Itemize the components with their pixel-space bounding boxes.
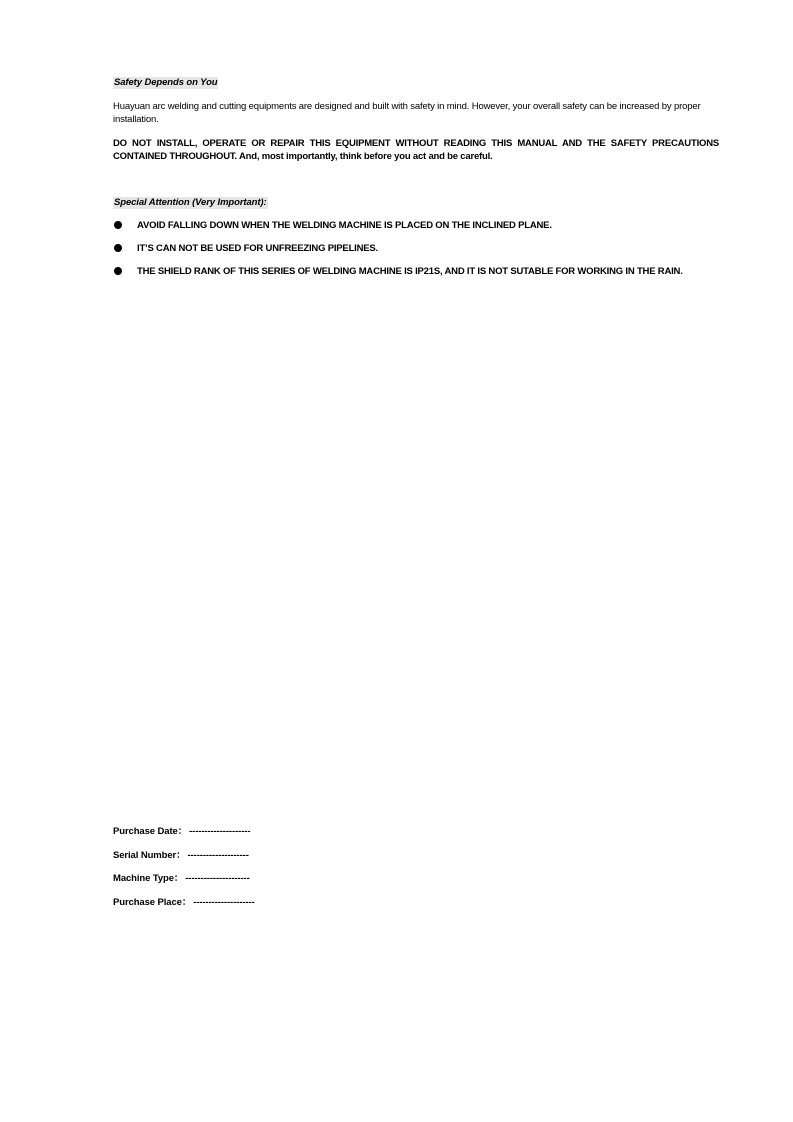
list-item-text: THE SHIELD RANK OF THIS SERIES OF WELDING MACHINE IS IP21S, AND IT IS NOT SUTABLE FOR WORKING IN THE RAIN. xyxy=(137,266,683,277)
purchase-date-row xyxy=(113,825,255,849)
special-attention-list xyxy=(113,219,713,288)
list-item xyxy=(113,242,713,255)
purchase-place-row xyxy=(113,896,255,920)
serial-number-blank: -------------------- xyxy=(187,849,249,861)
safety-heading: Safety Depends on You xyxy=(114,77,218,88)
special-attention-heading: Special Attention (Very Important): xyxy=(114,197,267,208)
purchase-place-label: Purchase Place： xyxy=(113,896,192,908)
machine-type-blank: --------------------- xyxy=(185,873,250,884)
safety-intro-paragraph: Huayuan arc welding and cutting equipments are designed and built with safety in mind. However, your overall safety can be increased by proper installation. xyxy=(113,101,701,125)
serial-number-row xyxy=(113,849,255,873)
machine-type-row xyxy=(113,872,255,896)
bullet-icon xyxy=(114,267,122,275)
purchase-date-label: Purchase Date： xyxy=(113,826,188,837)
list-item xyxy=(113,265,713,278)
list-item-text: IT’S CAN NOT BE USED FOR UNFREEZING PIPELINES. xyxy=(137,243,378,254)
bullet-icon xyxy=(114,221,122,229)
list-item xyxy=(113,219,713,232)
purchase-record-form xyxy=(113,825,255,919)
purchase-place-blank: -------------------- xyxy=(193,896,255,908)
list-item-text: AVOID FALLING DOWN WHEN THE WELDING MACHINE IS PLACED ON THE INCLINED PLANE. xyxy=(137,220,552,231)
bullet-icon xyxy=(114,244,122,252)
machine-type-label: Machine Type： xyxy=(113,873,184,884)
safety-warning-paragraph: DO NOT INSTALL, OPERATE OR REPAIR THIS EQUIPMENT WITHOUT READING THIS MANUAL AND THE SAFETY PRECAUTIONS CONTAINED THROUGHOUT. And, most importantly, think before you act and be careful. xyxy=(113,138,719,162)
serial-number-label: Serial Number： xyxy=(113,849,186,861)
purchase-date-blank: -------------------- xyxy=(189,826,251,837)
